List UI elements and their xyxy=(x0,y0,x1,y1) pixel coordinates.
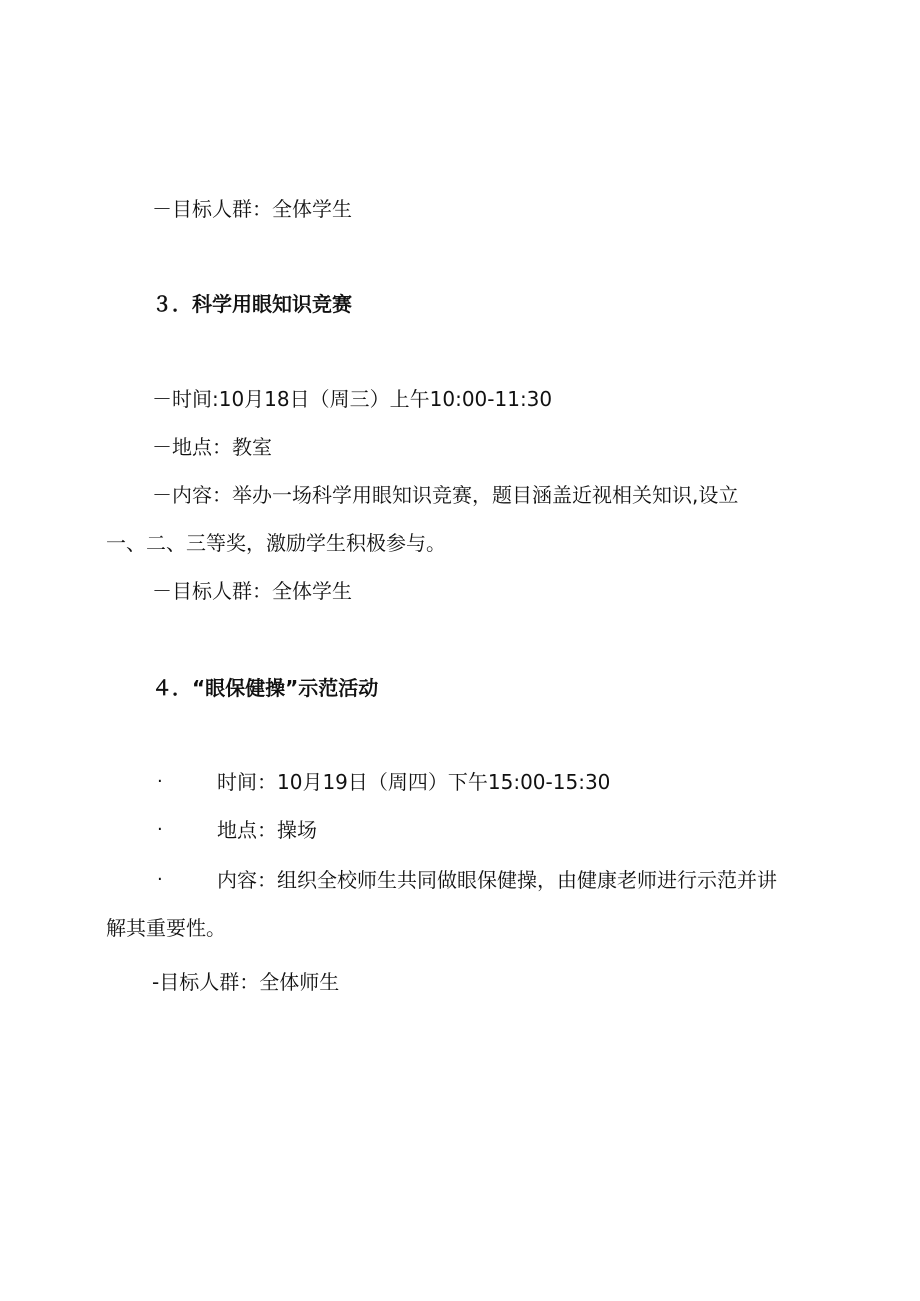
section-4-content-line-1: 内容：组织全校师生共同做眼保健操，由健康老师进行示范并讲 xyxy=(217,868,777,892)
section-3-content-line-2: 一、二、三等奖，激励学生积极参与。 xyxy=(106,531,446,555)
section-4-target-line: -目标人群：全体师生 xyxy=(152,970,340,994)
section-4-heading: ４．“眼保健操”示范活动 xyxy=(152,676,379,700)
section-3-time-line: －时间:10月18日（周三）上午10:00-11:30 xyxy=(152,387,553,411)
bullet-dot-place: · xyxy=(157,819,163,840)
section-3-place-line: －地点：教室 xyxy=(152,435,272,459)
section-3-heading: ３．科学用眼知识竞赛 xyxy=(152,292,352,316)
section-3-content-line-1: －内容：举办一场科学用眼知识竞赛，题目涵盖近视相关知识,设立 xyxy=(152,483,739,507)
section-4-content-line-2: 解其重要性。 xyxy=(106,916,226,940)
section-4-time-line: 时间：10月19日（周四）下午15:00-15:30 xyxy=(217,770,611,794)
section-4-place-line: 地点：操场 xyxy=(217,818,317,842)
bullet-dot-time: · xyxy=(157,771,163,792)
bullet-dot-content: · xyxy=(157,869,163,890)
target-audience-line-section2: －目标人群：全体学生 xyxy=(152,197,352,221)
section-3-target-line: －目标人群：全体学生 xyxy=(152,579,352,603)
